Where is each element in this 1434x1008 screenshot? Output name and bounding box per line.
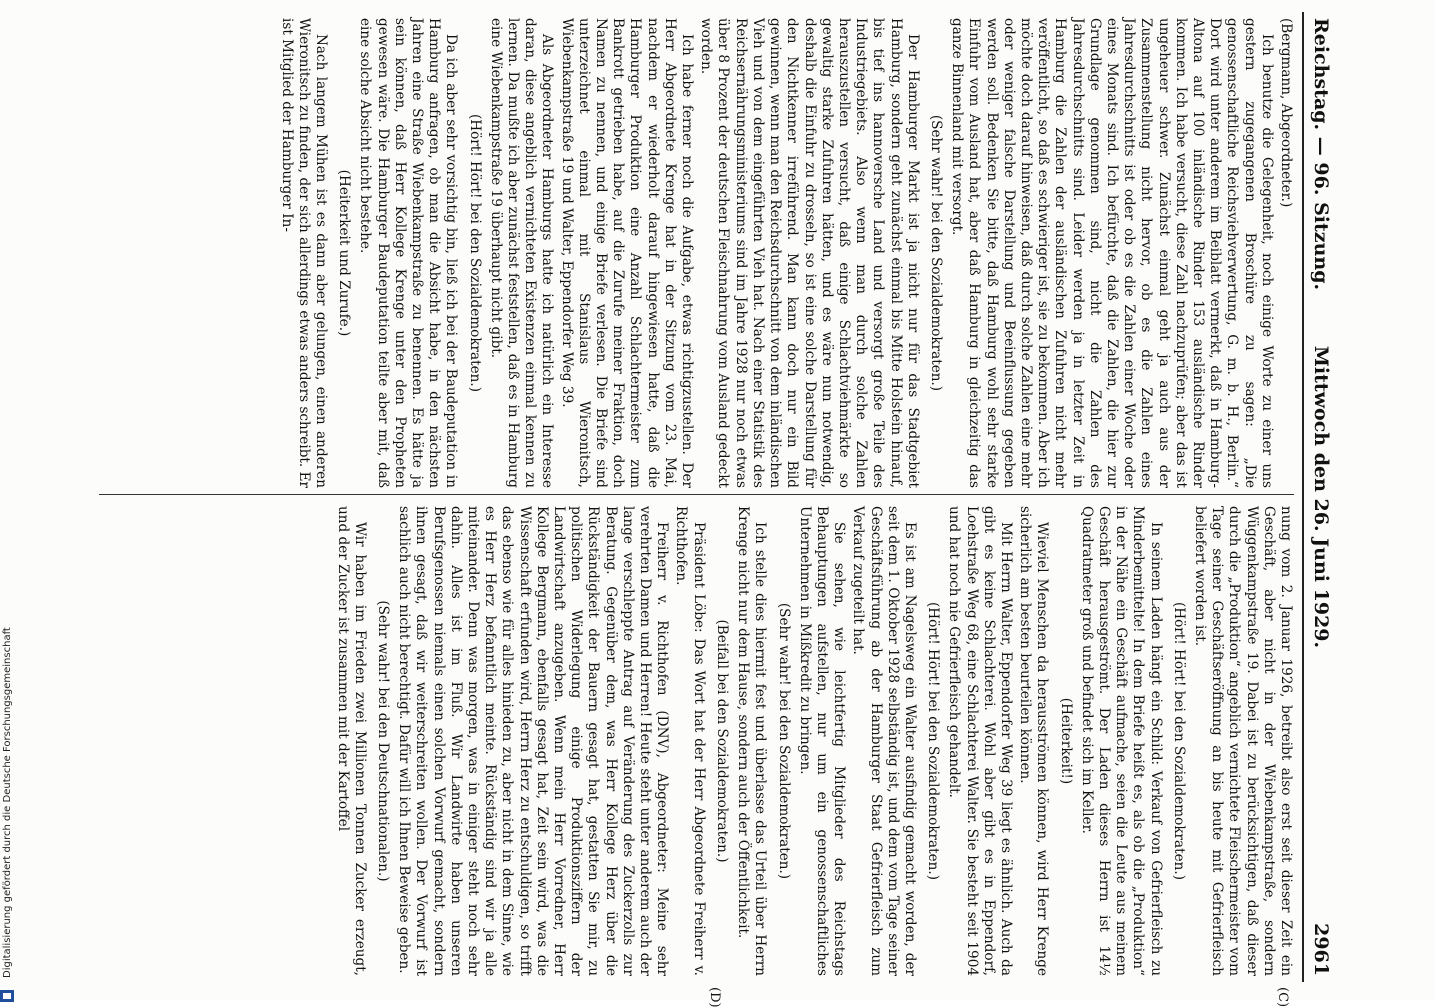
interjection: (Heiterkeit und Zurufe.) bbox=[336, 169, 353, 337]
interjection: (Sehr wahr! bei den Sozialdemokraten.) bbox=[775, 602, 792, 880]
margin-marker-d: (D) bbox=[707, 987, 722, 1008]
paragraph: Nach langem Mühen ist es dann aber gelungen, einen anderen Wieronitsch zu finden, der sich allerdings etwas anders schreibt. Er ist Mitglied der Hamburger In- bbox=[278, 18, 330, 488]
paragraph: Sie sehen, wie leichtfertig Mitglieder des Reichstags Behauptungen aufstellen, nur um ein genossenschaftliches Unternehmen in Mißkredit zu bringen. bbox=[796, 506, 848, 976]
interjection: (Heiterkeit!) bbox=[1057, 697, 1074, 785]
dfg-logo-icon bbox=[0, 990, 14, 1002]
running-header bbox=[1304, 12, 1334, 982]
speaker-paragraph: Freiherr v. Richthofen (DNV), Abgeordneter: Meine sehr verehrten Damen und Herren! Heute steht unter anderem auch der lange verschleppte Antrag auf Veränderung des Zuckerzolls zur Beratung. Gegenüber dem, was Herr Kollege Herz über die Rückständigkeit der Bauern gesagt hat, gestatten Sie mir, zu politischen Widerlegung einige Produktionsziffern der Landwirtschaft anzugeben. Wenn mein Herr Vorredner, Herr Kollege Bergmann, ebenfalls gesagt hat, Zeit sein wird, was die Wissenschaft erfunden wird, Herrn Herz zu entschuldigen, so trifft das ebenso wie für alles hinieden zu, aber nicht in dem Sinne, wie es Herr Herz befanntlich meinte. Rückständig sind wir ja alle miteinander. Denn was morgen, was in einiger steht noch sehr dahin. Alles ist im Fluß. Wir Landwirte haben unseren Berufsgenossen niemals einen solchen Vorwurf gemacht, sondern ihnen gesagt, daß wir weiterschreiten wollen. Der Vorwurf ist sachlich auch nicht berechtigt. Dafür will ich Ihnen Beweise geben. bbox=[396, 506, 671, 976]
paragraph: nung vom 2. Januar 1926, betreibt also erst seit dieser Zeit ein Geschäft, aber nicht in der Wiebenkampstraße, sondern Wüggenkampstraße 19. Dabei ist zu berücksichtigen, daß dieser durch die „Produktion“ angeblich vernichtete Fleischermeister vom Tage seiner Geschäftseröffnung an bis heute mit Gefrierfleisch beliefert worden ist. bbox=[1191, 506, 1294, 976]
digitization-credit: Digitalisierung gefördert durch die Deutsche Forschungsgemeinschaft bbox=[2, 627, 13, 978]
column-divider bbox=[99, 494, 1294, 495]
interjection: (Sehr wahr! bei den Deutschnationalen.) bbox=[375, 600, 392, 882]
right-column bbox=[331, 506, 1294, 976]
paragraph: Wieviel Menschen da herausströmen können, wird Herr Krenge sicherlich am besten beurteilen können. bbox=[1017, 506, 1051, 976]
paragraph: Als Abgeordneter Hamburgs hatte ich natürlich ein Interesse daran, diese angeblich vernichteten Existenzen einmal kennen zu lernen. Da mußte ich aber zunächst feststellen, daß es in Hamburg eine Wiebenkampstraße 19 überhaupt nicht gibt. bbox=[487, 18, 556, 488]
margin-marker-c: (C) bbox=[1275, 987, 1290, 1008]
paragraph: Es ist am Nagelsweg ein Walter ausfindig gemacht worden, der seit dem 1. Oktober 1928 selbständig ist, und dem vom Tage seiner Geschäftsführung ab der Hamburger Staat Gefrierfleisch zum Verkauf zugeteilt hat. bbox=[850, 506, 918, 976]
interjection: (Hört! Hört! bei den Sozialdemokraten.) bbox=[466, 113, 483, 393]
interjection: (Sehr wahr! bei den Sozialdemokraten.) bbox=[927, 114, 944, 392]
speaker-paragraph: Präsident Löbe: Das Wort hat der Herr Abgeordnete Freiherr v. Richthofen. bbox=[673, 506, 707, 976]
page-number: 2961 bbox=[1310, 923, 1332, 976]
paragraph: In seinem Laden hängt ein Schild: Verkauf von Gefrierfleisch zu Minderbemittelte! In dem Briefe heißt es, als ob die „Produktion“ in der Nähe ein Geschäft aufmache, seien die Leute aus meinem Geschäft herausgeströmt. Der Laden dieses Herrn ist 14½ Quadratmeter groß und befindet sich im Keller. bbox=[1078, 506, 1164, 976]
paragraph: Der Hamburger Markt ist ja nicht nur für das Stadtgebiet Hamburg, sondern geht zunächst einmal bis Mitte Holstein hinauf, bis tief ins hannoversche Land und versorgt große Teile des Industriegebiets. Also wenn man durch solche Zahlen herauszustellen versucht, daß einige Schlachtviehmärkte so gewaltig starke Zufuhren hätten, und es wäre nun notwendig, deshalb die Einfuhr zu drosseln, so ist eine solche Darstellung für den Nichtkenner irreführend. Man kann doch nur ein Bild gewinnen, wenn man den Reichsdurchschnitt von dem inländischen Vieh und von dem eingeführten Vieh hat. Nach einer Statistik des Reichsernährungsministeriums sind im Jahre 1928 nur noch etwas über 8 Prozent der deutschen Fleischnahrung vom Ausland gedeckt worden. bbox=[698, 18, 921, 488]
paragraph: Ich habe ferner noch die Aufgabe, etwas richtigzustellen. Der Herr Abgeordnete Krenge hat in der Sitzung vom 23. Mai, nachdem er wiederholt darauf hingewiesen hatte, daß die Hamburger Produktion eine Anzahl Schlachtermeister zum Bankrott getrieben habe, auf die Zurufe meiner Fraktion, doch Namen zu nennen, und einige Briefe verlesen. Die Briefe sind unterzeichnet einmal mit Stanislaus Wieronitsch, Wiebenkampstraße 19 und Walter, Eppendorfer Weg 39. bbox=[558, 18, 696, 488]
paragraph: Ich stelle dies hiermit fest und überlasse das Urteil über Herrn Krenge nicht nur dem Hause, sondern auch der Öffentlichkeit. bbox=[735, 506, 769, 976]
paragraph: Wir haben im Frieden zwei Millionen Tonnen Zucker erzeugt, und der Zucker ist zusammen mit der Kartoffel bbox=[334, 506, 368, 976]
header-date: Mittwoch den 26. Juni 1929. bbox=[1310, 345, 1332, 649]
paragraph: Da ich aber sehr vorsichtig bin, ließ ich bei der Baudeputation in Hamburg anfragen, ob man die Absicht habe, in den nächsten Jahren eine Straße Wiebenkampstraße zu benennen. Es hätte ja sein können, daß Herr Kollege Krenge unter den Propheten gewesen wäre. Die Hamburger Baudeputation teilte aber mit, daß eine solche Absicht nicht bestehe. bbox=[357, 18, 460, 488]
interjection: (Hört! Hört! bei den Sozialdemokraten.) bbox=[925, 601, 942, 881]
left-column bbox=[275, 18, 1294, 488]
paragraph: Mit Herrn Walter, Eppendorfer Weg 39 liegt es ähnlich. Auch da gibt es keine Schlachterei. Wohl aber gibt es in Eppendorf, Loehstraße Weg 68, eine Schlachterei Walter. Sie besteht seit 1904 und hat noch nie Gefrierfleisch gehandelt. bbox=[946, 506, 1014, 976]
header-rule bbox=[1302, 12, 1304, 982]
interjection: (Hört! Hört! bei den Sozialdemokraten.) bbox=[1170, 601, 1187, 881]
rotated-page-content bbox=[94, 12, 1334, 1008]
interjection: (Beifall bei den Sozialdemokraten.) bbox=[713, 619, 730, 863]
paragraph: Ich benutze die Gelegenheit, noch einige Worte zu einer uns gestern zugegangenen Broschüre zu sagen: „Die genossenschaftliche Reichsviehverwertung, G. m. b. H., Berlin.“ Dort wird unter anderem im Beiblatt vermerkt, daß in Hamburg-Altona auf 100 inländische Rinder 153 ausländische Rinder kommen. Ich habe versucht, diese Zahl nachzuprüfen; aber das ist ungeheuer schwer. Zunächst einmal geht ja auch aus der Zusammenstellung nicht hervor, ob es die Zahlen eines Jahresdurchschnitts ist oder ob es die Zahlen einer Woche oder eines Monats sind. Ich befürchte, daß die Zahlen, die hier zur Grundlage genommen sind, nicht die Zahlen des Jahresdurchschnitts sind. Leider werden ja in letzter Zeit in Hamburg die Zahlen der ausländischen Zufuhren nicht mehr veröffentlicht, so daß es schwieriger ist, sie zu bekommen. Aber ich möchte doch darauf hinweisen, daß durch solche Zahlen eine mehr oder weniger falsche Darstellung und Beeinflussung gegeben werden soll. Bedenken Sie bitte, daß Hamburg wohl sehr starke Einfuhr vom Ausland hat, aber daß Hamburg in gleichzeitig das ganze Binnenland mit versorgt. bbox=[949, 18, 1275, 488]
paragraph: (Bergmann, Abgeordneter.) bbox=[1278, 18, 1294, 208]
header-session: Reichstag. — 96. Sitzung. bbox=[1310, 18, 1332, 291]
